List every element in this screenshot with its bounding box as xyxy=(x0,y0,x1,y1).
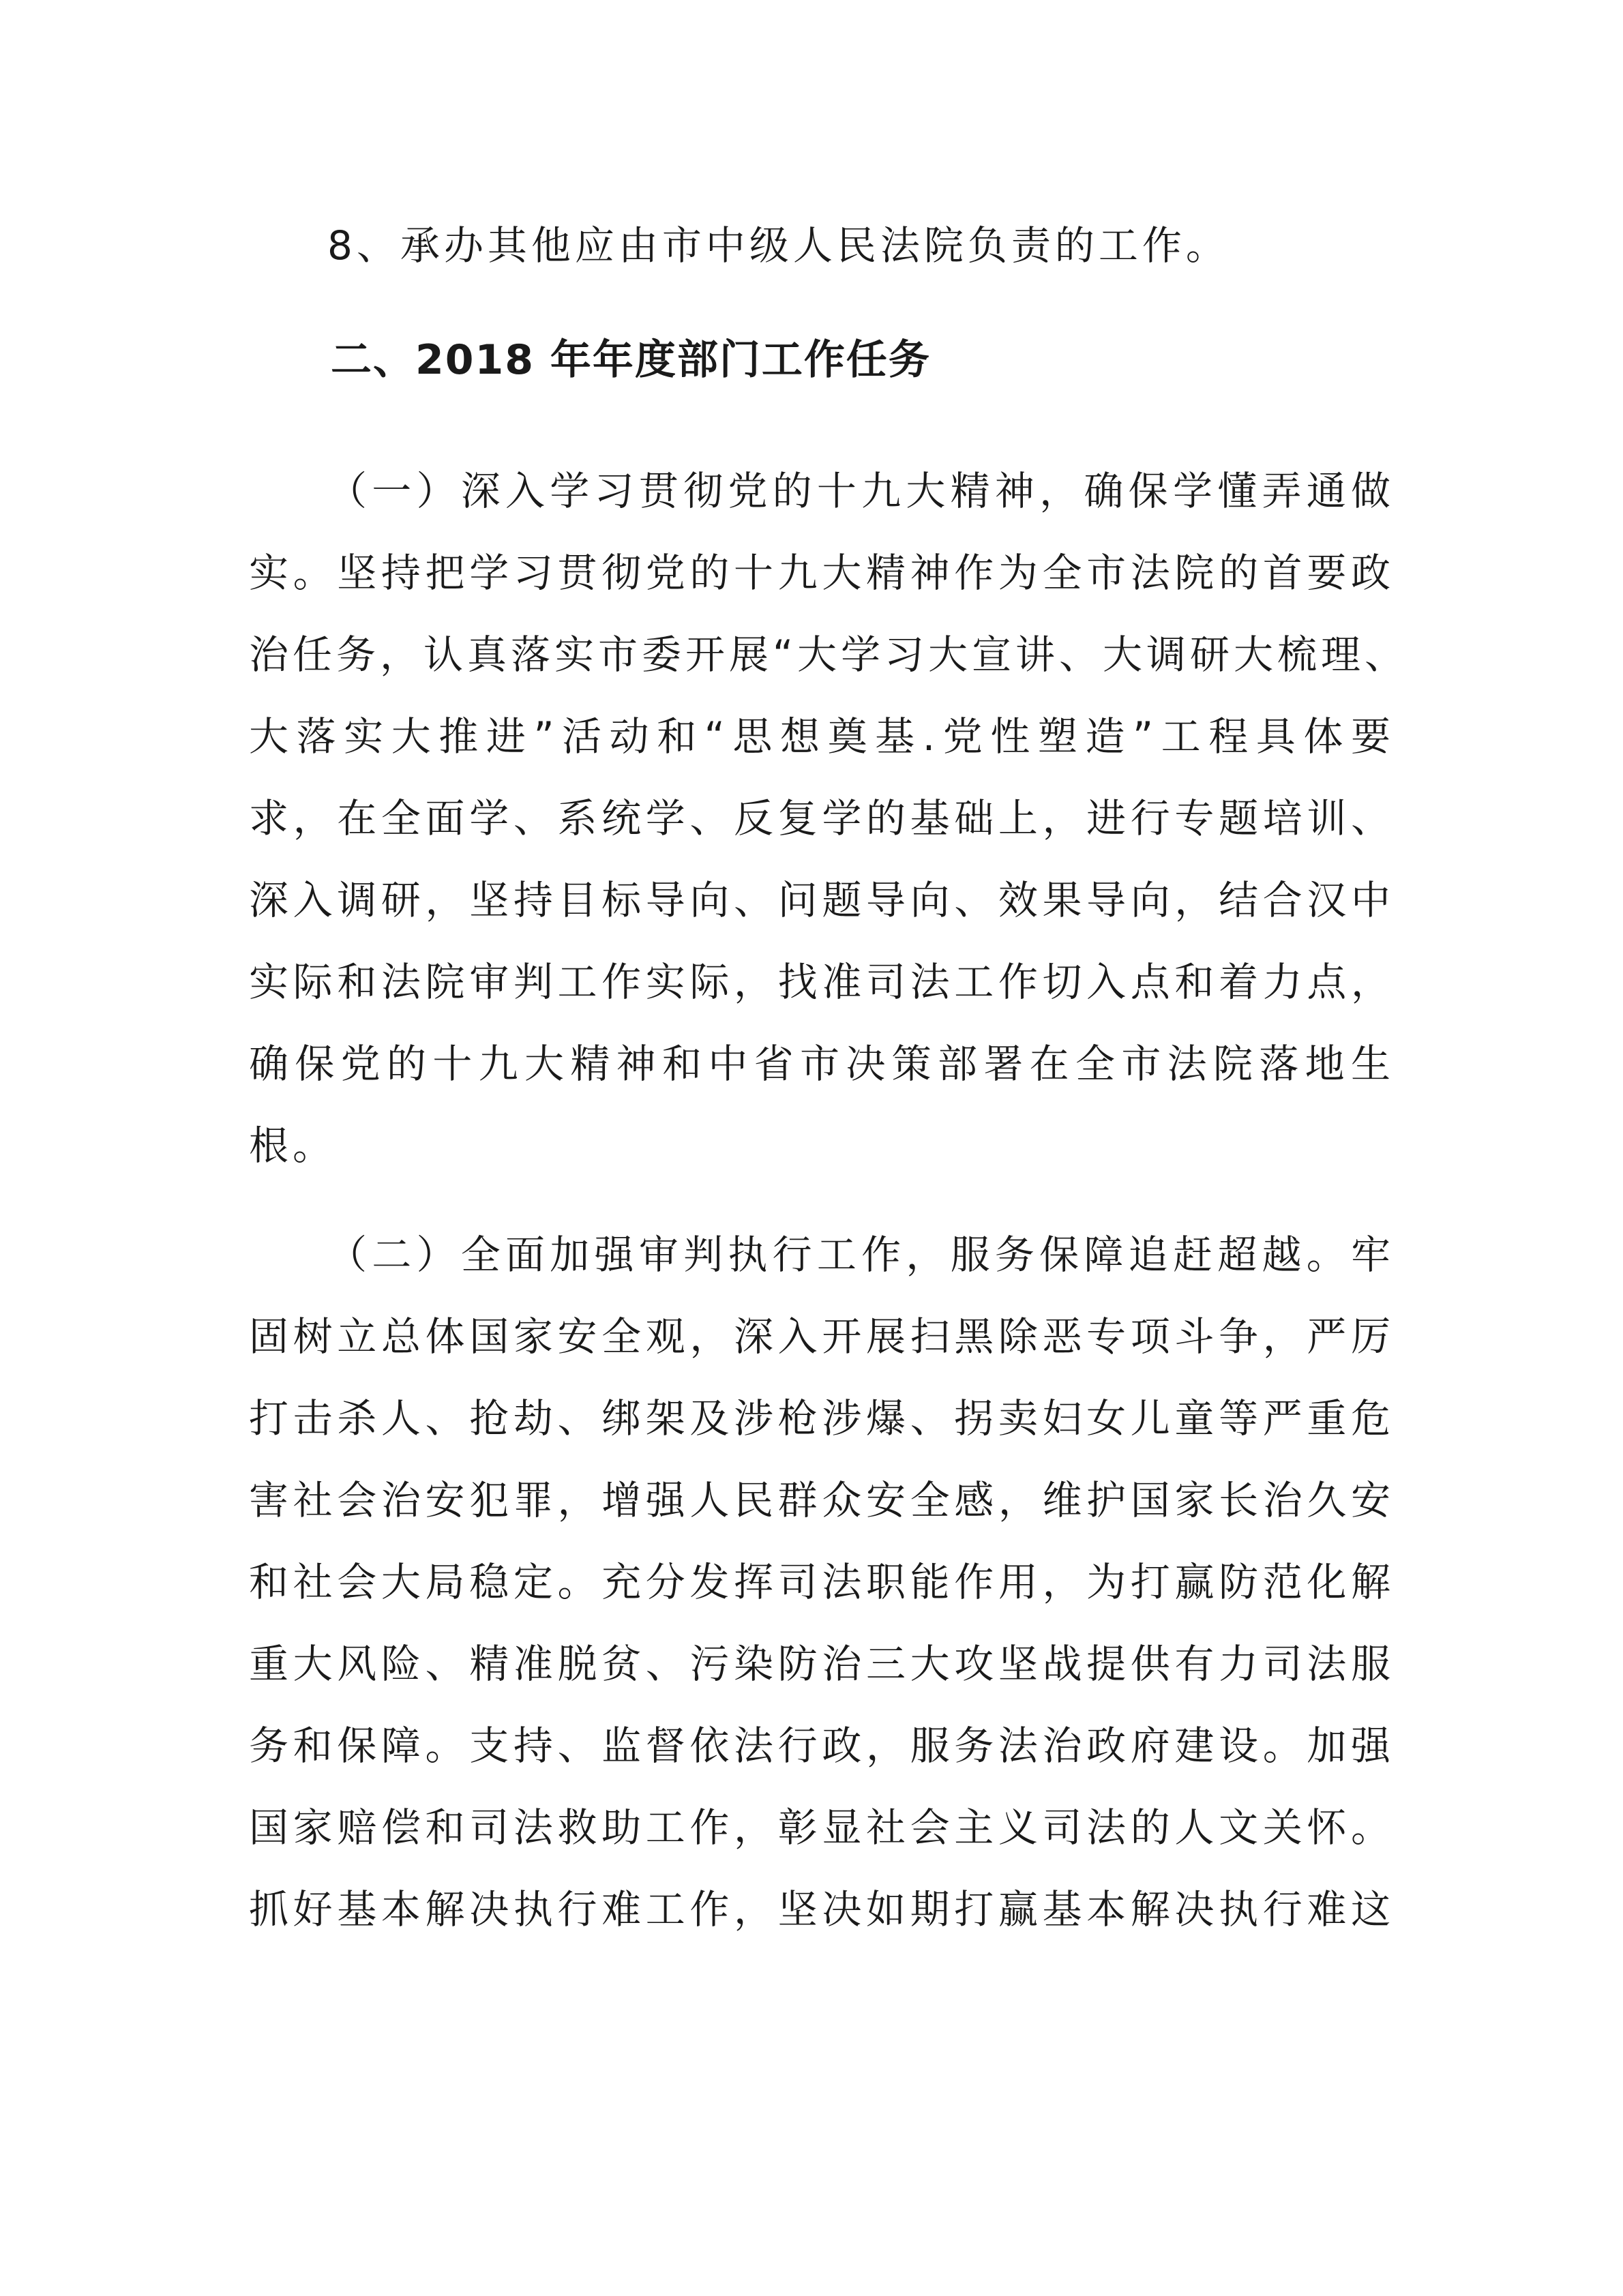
paragraph-2-line: 打击杀人、抢劫、绑架及涉枪涉爆、拐卖妇女儿童等严重危 xyxy=(249,1395,1395,1442)
paragraph-1-line: 根。 xyxy=(249,1122,337,1169)
paragraph-2-line: 抓好基本解决执行难工作，坚决如期打赢基本解决执行难这 xyxy=(249,1886,1395,1933)
paragraph-1-line: 实际和法院审判工作实际，找准司法工作切入点和着力点， xyxy=(249,959,1395,1005)
paragraph-2-line: 重大风险、精准脱贫、污染防治三大攻坚战提供有力司法服 xyxy=(249,1641,1395,1687)
paragraph-1-line: 治任务，认真落实市委开展“大学习大宣讲、大调研大梳理、 xyxy=(249,631,1409,678)
paragraph-1-line: 确保党的十九大精神和中省市决策部署在全市法院落地生 xyxy=(249,1041,1395,1087)
paragraph-1-line: （一）深入学习贯彻党的十九大精神，确保学懂弄通做 xyxy=(327,468,1395,514)
section-heading: 二、2018 年年度部门工作任务 xyxy=(331,336,931,384)
paragraph-2-line: 务和保障。支持、监督依法行政，服务法治政府建设。加强 xyxy=(249,1723,1395,1769)
item-8-text: 8、承办其他应由市中级人民法院负责的工作。 xyxy=(327,222,1230,269)
paragraph-1-line: 实。坚持把学习贯彻党的十九大精神作为全市法院的首要政 xyxy=(249,550,1395,596)
paragraph-2-line: 和社会大局稳定。充分发挥司法职能作用，为打赢防范化解 xyxy=(249,1559,1395,1605)
paragraph-2-line: 固树立总体国家安全观，深入开展扫黑除恶专项斗争，严厉 xyxy=(249,1313,1395,1360)
paragraph-1-line: 大落实大推进”活动和“思想奠基.党性塑造”工程具体要 xyxy=(249,713,1395,760)
paragraph-2-line: （二）全面加强审判执行工作，服务保障追赶超越。牢 xyxy=(327,1232,1395,1278)
paragraph-2-line: 国家赔偿和司法救助工作，彰显社会主义司法的人文关怀。 xyxy=(249,1804,1395,1851)
paragraph-1-line: 深入调研，坚持目标导向、问题导向、效果导向，结合汉中 xyxy=(249,877,1395,923)
paragraph-1-line: 求，在全面学、系统学、反复学的基础上，进行专题培训、 xyxy=(249,795,1395,841)
paragraph-2-line: 害社会治安犯罪，增强人民群众安全感，维护国家长治久安 xyxy=(249,1477,1395,1523)
